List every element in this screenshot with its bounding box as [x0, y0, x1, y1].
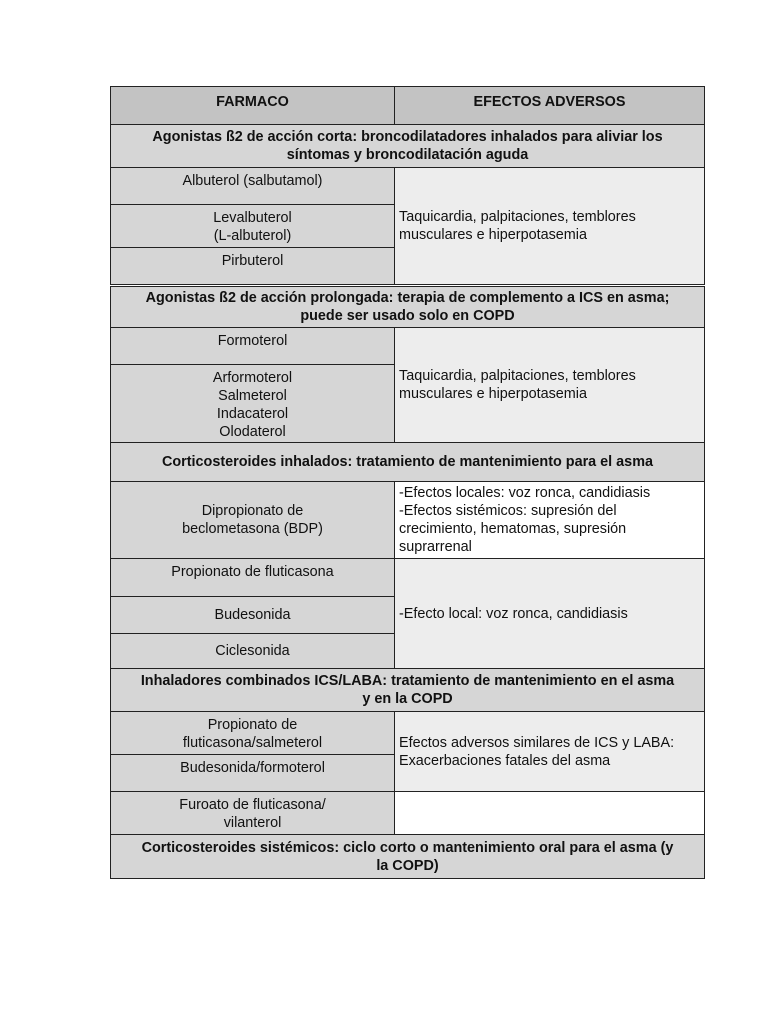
- header-col2-label: EFECTOS ADVERSOS: [473, 94, 626, 110]
- drug-cell: [110, 791, 395, 835]
- drug-cell: [110, 711, 395, 755]
- section-title-saba: [110, 124, 705, 168]
- drug-cell: [110, 247, 395, 285]
- drug-cell: [110, 167, 395, 205]
- section-title-line: y en la COPD: [362, 691, 453, 707]
- section-title-ics-laba: [110, 668, 705, 712]
- drug-cell: [110, 327, 395, 365]
- drug-name: beclometasona (BDP): [182, 521, 323, 537]
- section-title-line: puede ser usado solo en COPD: [300, 308, 515, 324]
- section-title-line: síntomas y broncodilatación aguda: [286, 147, 529, 163]
- section-title-line: Corticosteroides inhalados: tratamiento de mantenimiento para el asma: [161, 454, 653, 470]
- effect-text: Taquicardia, palpitaciones, temblores: [399, 209, 636, 225]
- drug-name: Propionato de fluticasona: [171, 564, 334, 580]
- effects-cell: [394, 481, 705, 559]
- drug-cell: [110, 633, 395, 669]
- effect-text: crecimiento, hematomas, supresión: [399, 521, 627, 537]
- drug-name: Budesonida/formoterol: [180, 760, 325, 776]
- effects-cell: [394, 558, 705, 669]
- drug-cell: [110, 596, 395, 634]
- drug-name: Salmeterol: [218, 388, 287, 404]
- section-title-laba: [110, 286, 705, 328]
- section-title-systemic: [110, 834, 705, 879]
- effect-text: -Efectos locales: voz ronca, candidiasis: [399, 485, 651, 501]
- header-farmaco: [110, 86, 395, 125]
- drug-name: Budesonida: [214, 607, 291, 623]
- effect-text: Efectos adversos similares de ICS y LABA:: [399, 734, 675, 751]
- section-title-line: Corticosteroides sistémicos: ciclo corto o mantenimiento oral para el asma (y: [141, 839, 674, 856]
- header-efectos: [394, 86, 705, 125]
- effect-text: Exacerbaciones fatales del asma: [399, 752, 611, 769]
- drug-name: Albuterol (salbutamol): [182, 173, 323, 189]
- drug-cell: [110, 754, 395, 792]
- drug-name: Ciclesonida: [215, 643, 290, 659]
- section-title-line: Agonistas ß2 de acción prolongada: terapia de complemento a ICS en asma;: [145, 290, 670, 306]
- section-title-line: la COPD): [376, 857, 439, 874]
- effect-text: musculares e hiperpotasemia: [399, 227, 587, 243]
- drug-name: Propionato de: [207, 717, 298, 733]
- drug-cell: [110, 558, 395, 597]
- drug-name: fluticasona/salmeterol: [182, 735, 323, 751]
- drug-name: Furoato de fluticasona/: [179, 797, 326, 813]
- effects-cell: [394, 167, 705, 285]
- drug-cell: [110, 481, 395, 559]
- drug-name: Olodaterol: [219, 424, 286, 440]
- drug-cell: [110, 364, 395, 443]
- drug-name: Pirbuterol: [221, 253, 284, 269]
- drug-name: Indacaterol: [216, 406, 289, 422]
- drug-name: Dipropionato de: [201, 503, 304, 519]
- effect-text: -Efectos sistémicos: supresión del: [399, 503, 617, 519]
- effect-text: -Efecto local: voz ronca, candidiasis: [399, 605, 628, 622]
- drug-name: (L-albuterol): [213, 228, 292, 244]
- effect-text: musculares e hiperpotasemia: [399, 386, 587, 402]
- drug-name: Levalbuterol: [213, 210, 292, 226]
- effect-text: suprarrenal: [399, 539, 472, 555]
- section-title-line: Inhaladores combinados ICS/LABA: tratamiento de mantenimiento en el asma: [140, 673, 675, 689]
- drug-cell: [110, 204, 395, 248]
- drug-name: Formoterol: [217, 333, 288, 349]
- effects-cell: [394, 711, 705, 792]
- drug-name: Arformoterol: [212, 370, 293, 386]
- effects-cell-empty: [394, 791, 705, 835]
- section-title-ics: [110, 442, 705, 482]
- drug-name: vilanterol: [223, 815, 282, 831]
- section-title-line: Agonistas ß2 de acción corta: broncodilatadores inhalados para aliviar los: [152, 129, 663, 145]
- effect-text: Taquicardia, palpitaciones, temblores: [399, 368, 636, 384]
- effects-cell: [394, 327, 705, 443]
- header-col1-label: FARMACO: [216, 94, 289, 110]
